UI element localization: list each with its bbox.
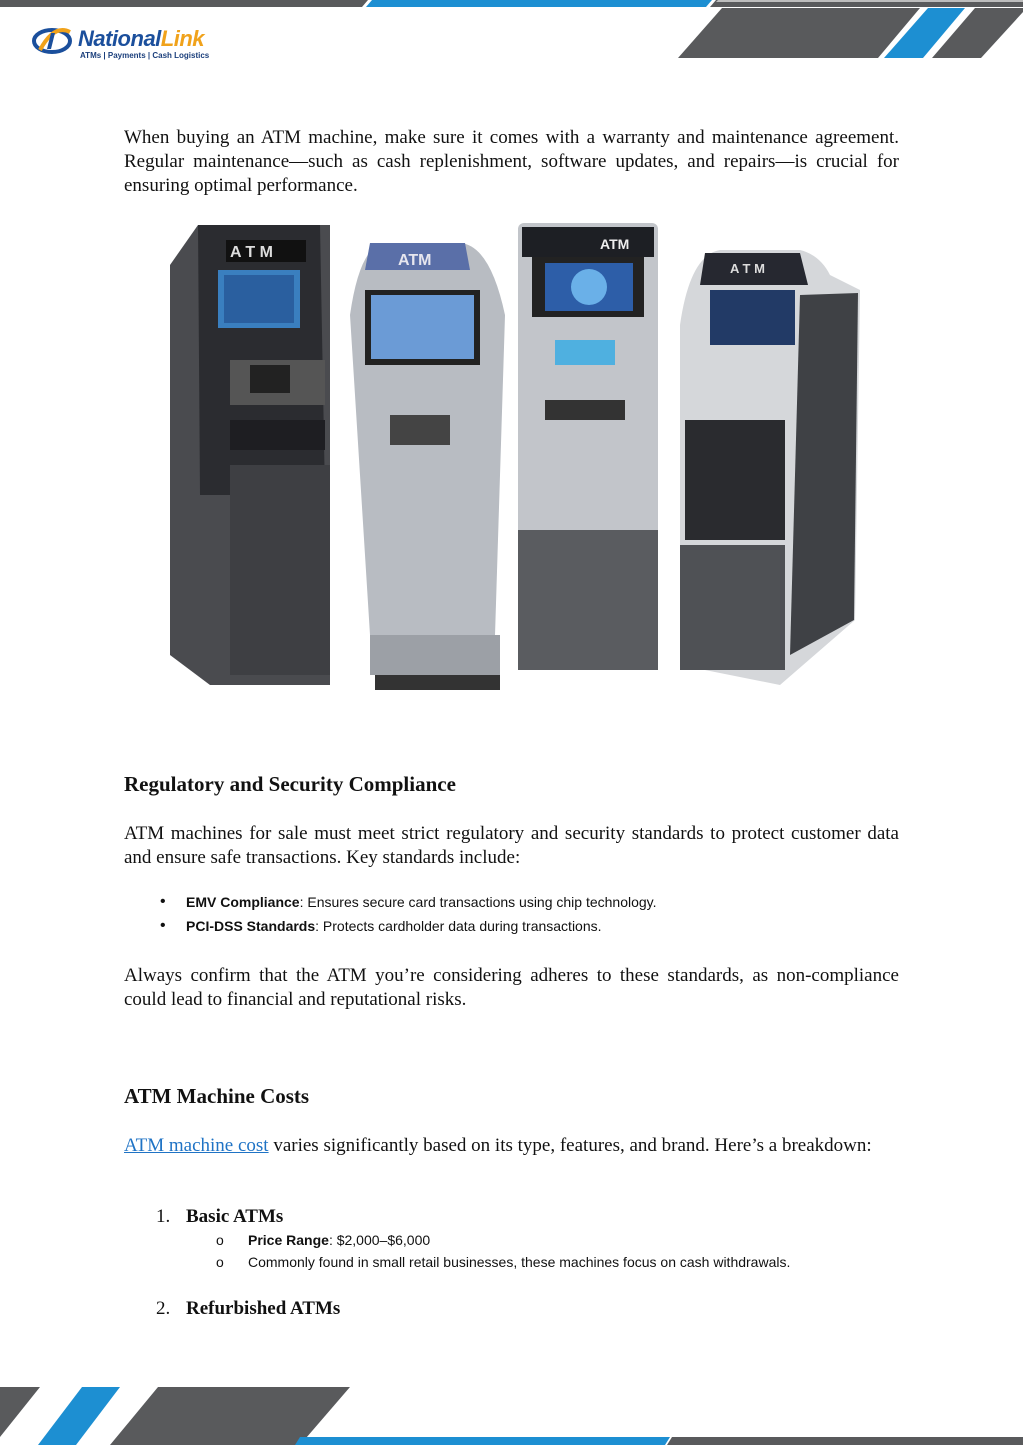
logo-tagline: ATMs | Payments | Cash Logistics [80, 51, 210, 60]
costs-heading: ATM Machine Costs [124, 1084, 310, 1108]
compliance-intro: ATM machines for sale must meet strict regulatory and security standards to protect customer data and ensure safe transactions. Key standards include: [124, 823, 899, 868]
atm-3 [518, 223, 658, 670]
logo-swoosh-icon [32, 26, 76, 56]
subitem-price-range: o Price Range: $2,000–$6,000 [216, 1232, 431, 1248]
subitem-marker: o [216, 1254, 224, 1270]
standards-list [160, 890, 657, 938]
subitem-description: Commonly found in small retail businesses, these machines focus on cash withdrawals. [248, 1254, 791, 1270]
atm-4 [680, 250, 860, 685]
compliance-heading: Regulatory and Security Compliance [124, 772, 456, 796]
company-logo [32, 24, 232, 64]
compliance-closing: Always confirm that the ATM you’re considering adheres to these standards, as non-compliance could lead to financial and reputational risks. [124, 965, 899, 1010]
intro-paragraph: When buying an ATM machine, make sure it comes with a warranty and maintenance agreement. Regular maintenance—such as cash replenishment, software updates, and repairs—is crucial for ensuring optimal performance. [124, 127, 899, 196]
atm-2-label: ATM [398, 252, 432, 269]
atm-machines-photo [160, 215, 865, 700]
cost-list-item-1: 1. Basic ATMs [156, 1206, 284, 1227]
atm-2 [350, 243, 505, 690]
atm-1-label: A T M [230, 244, 273, 261]
list-item: • PCI-DSS Standards: Protects cardholder data during transactions. [160, 914, 657, 938]
footer-decoration [0, 1385, 1023, 1447]
list-item: • EMV Compliance: Ensures secure card transactions using chip technology. [160, 890, 657, 914]
atm-3-label: ATM [600, 236, 630, 252]
atm-1 [170, 225, 330, 685]
cost-list-item-2: 2. Refurbished ATMs [156, 1298, 341, 1319]
atm-machine-cost-link[interactable]: ATM machine cost [124, 1135, 269, 1156]
logo-wordmark: NationalLink [78, 26, 205, 51]
costs-intro: ATM machine cost varies significantly based on its type, features, and brand. Here’s a breakdown: [124, 1135, 872, 1156]
atm-4-label: A T M [730, 261, 765, 276]
